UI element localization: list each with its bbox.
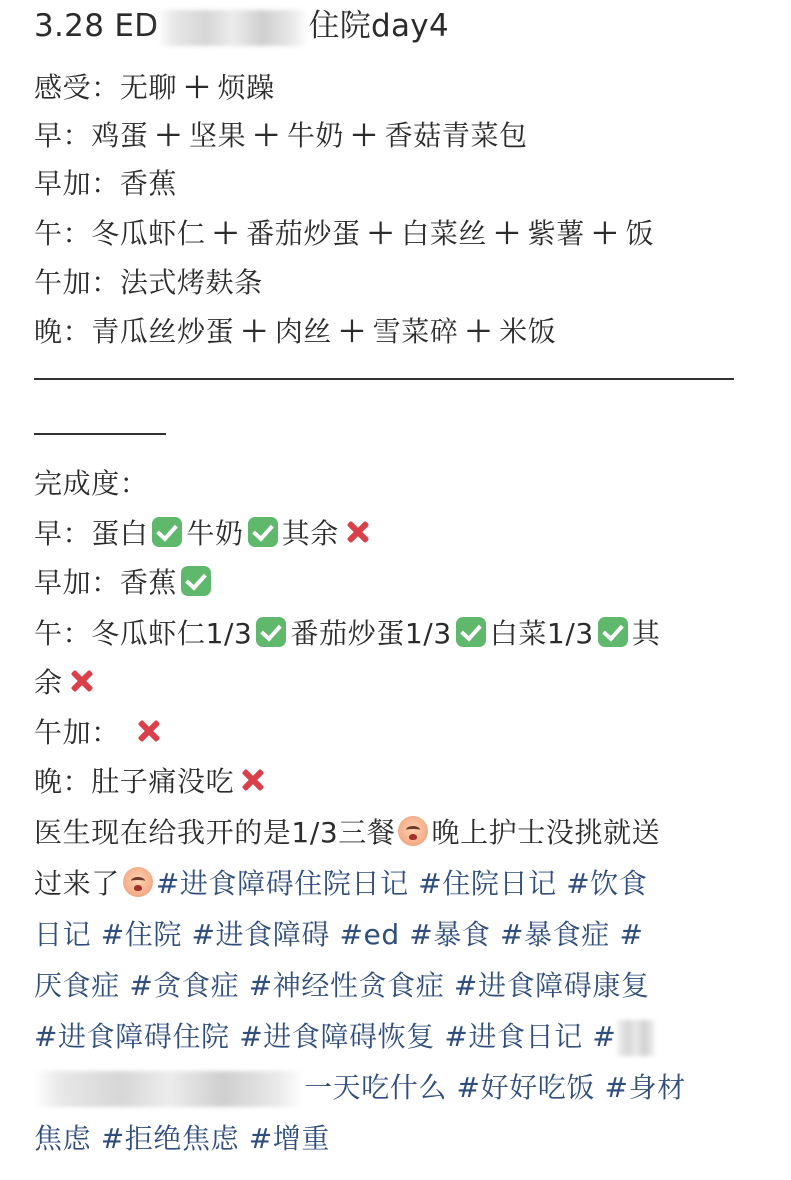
completion-breakfast: 早：蛋白 牛奶 其余	[34, 513, 377, 555]
plus-icon: ＋	[590, 217, 620, 250]
check-mark-icon	[598, 617, 628, 647]
meal-line-lunch-extra: 午加：法式烤麸条	[34, 266, 263, 299]
hashtag-link[interactable]: #暴食症	[500, 918, 610, 951]
cross-mark-icon	[67, 666, 97, 696]
meal-line-dinner: 晚：青瓜丝炒蛋 ＋ 肉丝 ＋ 雪菜碎 ＋ 米饭	[34, 311, 556, 353]
crying-face-icon	[398, 816, 428, 846]
hashtag-line-4	[34, 960, 759, 1011]
crying-face-icon	[123, 867, 153, 897]
completion-dinner: 晚：肚子痛没吃	[34, 761, 272, 803]
hashtag-link[interactable]: #饮食	[566, 867, 648, 900]
hashtag-link[interactable]: #身材	[604, 1071, 686, 1104]
hashtag-link[interactable]: 厌食症	[34, 969, 120, 1002]
divider-line-short	[34, 433, 166, 435]
check-mark-icon	[248, 517, 278, 547]
redacted-blur	[34, 1071, 304, 1107]
hashtag-link[interactable]: #好好吃饭	[456, 1071, 595, 1104]
hashtag-link[interactable]: #贪食症	[129, 969, 240, 1002]
hashtag-link[interactable]: #拒绝焦虑	[100, 1122, 240, 1155]
hashtag-link[interactable]: #住院	[100, 918, 182, 951]
cross-mark-icon	[134, 716, 164, 746]
check-mark-icon	[256, 617, 286, 647]
hashtag-link[interactable]: #进食障碍康复	[453, 969, 650, 1002]
redacted-blur	[158, 10, 308, 46]
post-title	[34, 6, 449, 46]
hashtag-link[interactable]: #进食障碍住院	[34, 1020, 230, 1053]
hashtag-link[interactable]: #增重	[248, 1122, 330, 1155]
plus-icon: ＋	[183, 71, 212, 104]
completion-heading: 完成度：	[34, 467, 149, 500]
hashtag-link[interactable]: #住院日记	[418, 867, 557, 900]
hashtag-line-6	[34, 1062, 759, 1113]
hashtag-line-7	[34, 1113, 759, 1164]
check-mark-icon	[456, 617, 486, 647]
check-mark-icon	[152, 517, 182, 547]
hashtag-link[interactable]: #神经性贪食症	[248, 969, 445, 1002]
hashtag-link[interactable]: #	[619, 918, 644, 951]
hashtag-link[interactable]: #ed	[339, 918, 400, 951]
completion-lunch-extra: 午加：	[34, 712, 168, 754]
plus-icon: ＋	[240, 315, 269, 348]
hashtag-link[interactable]: #进食日记	[444, 1020, 583, 1053]
cross-mark-icon	[238, 765, 268, 795]
hashtag-line-5	[34, 1011, 759, 1062]
plus-icon: ＋	[493, 217, 522, 250]
meal-line-breakfast: 早：鸡蛋 ＋ 坚果 ＋ 牛奶 ＋ 香菇青菜包	[34, 115, 528, 157]
plus-icon: ＋	[366, 217, 396, 250]
meal-line-feeling: 感受：无聊 ＋ 烦躁	[34, 67, 275, 109]
completion-lunch: 午：冬瓜虾仁1/3 番茄炒蛋1/3 白菜1/3 其	[34, 617, 661, 650]
hashtag-link[interactable]: 日记	[34, 918, 92, 951]
note-line-2: 过来了 #进食障碍住院日记 #住院日记 #饮食	[34, 867, 648, 900]
meal-line-breakfast-extra: 早加：香蕉	[34, 167, 178, 200]
plus-icon: ＋	[464, 315, 494, 348]
cross-mark-icon	[343, 517, 373, 547]
note-line-1: 医生现在给我开的是1/3三餐 晚上护士没挑就送	[34, 816, 661, 849]
meal-line-lunch: 午：冬瓜虾仁 ＋ 番茄炒蛋 ＋ 白菜丝 ＋ 紫薯 ＋ 饭	[34, 213, 654, 255]
note-and-hashtags	[34, 807, 759, 1164]
plus-icon: ＋	[154, 119, 184, 152]
hashtag-link[interactable]: #进食障碍住院日记	[155, 867, 409, 900]
plus-icon: ＋	[350, 119, 379, 152]
redacted-blur	[616, 1020, 656, 1056]
title-prefix: 3.28 ED	[34, 8, 159, 44]
plus-icon: ＋	[252, 119, 281, 152]
plus-icon: ＋	[211, 217, 241, 250]
hashtag-line-3	[34, 909, 759, 960]
completion-breakfast-extra: 早加：香蕉	[34, 562, 215, 604]
hashtag-link[interactable]: #	[592, 1020, 617, 1053]
title-suffix: 住院day4	[308, 8, 449, 44]
hashtag-link[interactable]: 焦虑	[34, 1122, 92, 1155]
plus-icon: ＋	[338, 315, 367, 348]
hashtag-link[interactable]: #进食障碍	[191, 918, 330, 951]
hashtag-link[interactable]: #暴食	[409, 918, 491, 951]
hashtag-link[interactable]: 一天吃什么	[304, 1071, 448, 1104]
divider-line	[34, 378, 734, 380]
hashtag-link[interactable]: #进食障碍恢复	[239, 1020, 435, 1053]
completion-lunch-cont: 余	[34, 662, 101, 704]
check-mark-icon	[181, 566, 211, 596]
